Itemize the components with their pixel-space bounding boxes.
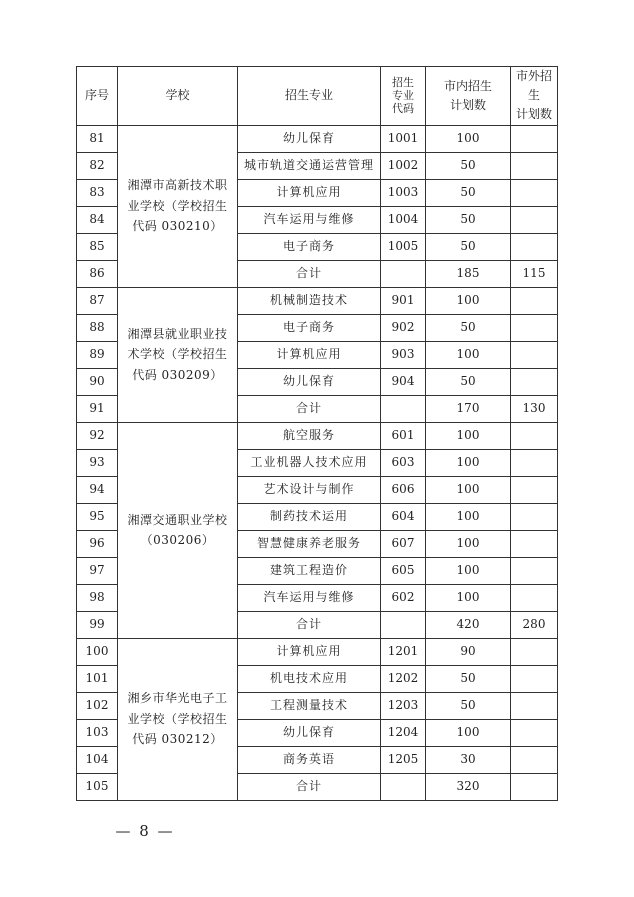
cell-major: 商务英语 — [238, 746, 381, 773]
cell-outside-plan — [511, 503, 558, 530]
cell-major: 机电技术应用 — [238, 665, 381, 692]
cell-inside-plan: 30 — [426, 746, 511, 773]
page-number: — 8 — — [115, 822, 175, 840]
cell-seq: 105 — [77, 773, 118, 800]
cell-outside-plan — [511, 233, 558, 260]
cell-inside-plan: 100 — [426, 476, 511, 503]
cell-seq: 97 — [77, 557, 118, 584]
cell-major: 合计 — [238, 395, 381, 422]
cell-inside-plan: 90 — [426, 638, 511, 665]
cell-major: 计算机应用 — [238, 179, 381, 206]
cell-major: 汽车运用与维修 — [238, 206, 381, 233]
cell-inside-plan: 100 — [426, 341, 511, 368]
cell-code: 604 — [381, 503, 426, 530]
cell-code: 1201 — [381, 638, 426, 665]
cell-school-name: 湘潭市高新技术职业学校（学校招生代码 030210） — [118, 125, 238, 287]
cell-seq: 82 — [77, 152, 118, 179]
cell-inside-plan: 50 — [426, 233, 511, 260]
cell-seq: 87 — [77, 287, 118, 314]
cell-inside-plan: 50 — [426, 314, 511, 341]
cell-code — [381, 773, 426, 800]
cell-major: 幼儿保育 — [238, 719, 381, 746]
cell-major: 制药技术运用 — [238, 503, 381, 530]
cell-major: 合计 — [238, 260, 381, 287]
cell-outside-plan — [511, 584, 558, 611]
cell-inside-plan: 50 — [426, 152, 511, 179]
cell-outside-plan: 280 — [511, 611, 558, 638]
cell-inside-plan: 100 — [426, 719, 511, 746]
cell-seq: 92 — [77, 422, 118, 449]
cell-outside-plan — [511, 179, 558, 206]
cell-outside-plan — [511, 314, 558, 341]
cell-inside-plan: 50 — [426, 179, 511, 206]
cell-outside-plan — [511, 530, 558, 557]
cell-code: 603 — [381, 449, 426, 476]
cell-major: 合计 — [238, 773, 381, 800]
cell-major: 工程测量技术 — [238, 692, 381, 719]
cell-code: 1004 — [381, 206, 426, 233]
cell-seq: 99 — [77, 611, 118, 638]
cell-seq: 84 — [77, 206, 118, 233]
cell-inside-plan: 100 — [426, 422, 511, 449]
table-row — [77, 125, 558, 152]
cell-code: 607 — [381, 530, 426, 557]
cell-code: 902 — [381, 314, 426, 341]
cell-inside-plan: 50 — [426, 368, 511, 395]
cell-school-name: 湘乡市华光电子工业学校（学校招生代码 030212） — [118, 638, 238, 800]
cell-outside-plan — [511, 449, 558, 476]
cell-seq: 93 — [77, 449, 118, 476]
cell-major: 电子商务 — [238, 233, 381, 260]
cell-major: 计算机应用 — [238, 341, 381, 368]
cell-outside-plan — [511, 638, 558, 665]
cell-major: 建筑工程造价 — [238, 557, 381, 584]
cell-seq: 98 — [77, 584, 118, 611]
cell-outside-plan: 115 — [511, 260, 558, 287]
cell-seq: 85 — [77, 233, 118, 260]
cell-major: 幼儿保育 — [238, 368, 381, 395]
cell-seq: 89 — [77, 341, 118, 368]
table-row — [77, 287, 558, 314]
cell-major: 汽车运用与维修 — [238, 584, 381, 611]
cell-major: 幼儿保育 — [238, 125, 381, 152]
cell-major: 工业机器人技术应用 — [238, 449, 381, 476]
cell-major: 机械制造技术 — [238, 287, 381, 314]
cell-code — [381, 611, 426, 638]
cell-code: 1003 — [381, 179, 426, 206]
header-inside-plan: 市内招生 计划数 — [426, 67, 511, 126]
cell-outside-plan — [511, 476, 558, 503]
cell-seq: 96 — [77, 530, 118, 557]
cell-code: 1005 — [381, 233, 426, 260]
cell-code: 1204 — [381, 719, 426, 746]
cell-inside-plan: 170 — [426, 395, 511, 422]
cell-seq: 91 — [77, 395, 118, 422]
cell-outside-plan — [511, 665, 558, 692]
cell-seq: 83 — [77, 179, 118, 206]
cell-inside-plan: 420 — [426, 611, 511, 638]
cell-code: 601 — [381, 422, 426, 449]
cell-inside-plan: 185 — [426, 260, 511, 287]
header-school: 学校 — [118, 67, 238, 126]
cell-code: 1203 — [381, 692, 426, 719]
cell-seq: 94 — [77, 476, 118, 503]
cell-code: 904 — [381, 368, 426, 395]
cell-code: 606 — [381, 476, 426, 503]
cell-inside-plan: 100 — [426, 530, 511, 557]
cell-outside-plan — [511, 206, 558, 233]
cell-outside-plan — [511, 692, 558, 719]
cell-inside-plan: 100 — [426, 557, 511, 584]
cell-major: 航空服务 — [238, 422, 381, 449]
header-row — [77, 67, 558, 126]
cell-code: 1002 — [381, 152, 426, 179]
cell-inside-plan: 100 — [426, 449, 511, 476]
cell-code: 903 — [381, 341, 426, 368]
cell-outside-plan: 130 — [511, 395, 558, 422]
cell-major: 艺术设计与制作 — [238, 476, 381, 503]
cell-code: 605 — [381, 557, 426, 584]
cell-seq: 103 — [77, 719, 118, 746]
cell-seq: 102 — [77, 692, 118, 719]
cell-inside-plan: 100 — [426, 503, 511, 530]
cell-school-name: 湘潭县就业职业技术学校（学校招生代码 030209） — [118, 287, 238, 422]
table-row — [77, 422, 558, 449]
cell-seq: 88 — [77, 314, 118, 341]
cell-seq: 90 — [77, 368, 118, 395]
cell-seq: 95 — [77, 503, 118, 530]
cell-code — [381, 395, 426, 422]
cell-inside-plan: 100 — [426, 584, 511, 611]
cell-outside-plan — [511, 422, 558, 449]
header-seq: 序号 — [77, 67, 118, 126]
header-major: 招生专业 — [238, 67, 381, 126]
cell-inside-plan: 50 — [426, 665, 511, 692]
header-code: 招生 专业 代码 — [381, 67, 426, 126]
cell-seq: 86 — [77, 260, 118, 287]
cell-major: 智慧健康养老服务 — [238, 530, 381, 557]
cell-seq: 104 — [77, 746, 118, 773]
cell-seq: 81 — [77, 125, 118, 152]
cell-code — [381, 260, 426, 287]
enrollment-plan-table — [76, 66, 558, 801]
cell-outside-plan — [511, 287, 558, 314]
cell-outside-plan — [511, 152, 558, 179]
cell-inside-plan: 50 — [426, 206, 511, 233]
cell-outside-plan — [511, 368, 558, 395]
cell-code: 1202 — [381, 665, 426, 692]
cell-inside-plan: 100 — [426, 287, 511, 314]
cell-outside-plan — [511, 719, 558, 746]
cell-seq: 101 — [77, 665, 118, 692]
cell-major: 合计 — [238, 611, 381, 638]
cell-school-name: 湘潭交通职业学校（030206） — [118, 422, 238, 638]
cell-code: 602 — [381, 584, 426, 611]
cell-code: 901 — [381, 287, 426, 314]
cell-major: 电子商务 — [238, 314, 381, 341]
cell-major: 城市轨道交通运营管理 — [238, 152, 381, 179]
cell-major: 计算机应用 — [238, 638, 381, 665]
cell-outside-plan — [511, 125, 558, 152]
cell-inside-plan: 100 — [426, 125, 511, 152]
cell-code: 1205 — [381, 746, 426, 773]
header-outside-plan: 市外招生 计划数 — [511, 67, 558, 126]
cell-outside-plan — [511, 341, 558, 368]
table-row — [77, 638, 558, 665]
cell-seq: 100 — [77, 638, 118, 665]
cell-outside-plan — [511, 746, 558, 773]
cell-outside-plan — [511, 773, 558, 800]
cell-code: 1001 — [381, 125, 426, 152]
cell-inside-plan: 50 — [426, 692, 511, 719]
cell-inside-plan: 320 — [426, 773, 511, 800]
cell-outside-plan — [511, 557, 558, 584]
